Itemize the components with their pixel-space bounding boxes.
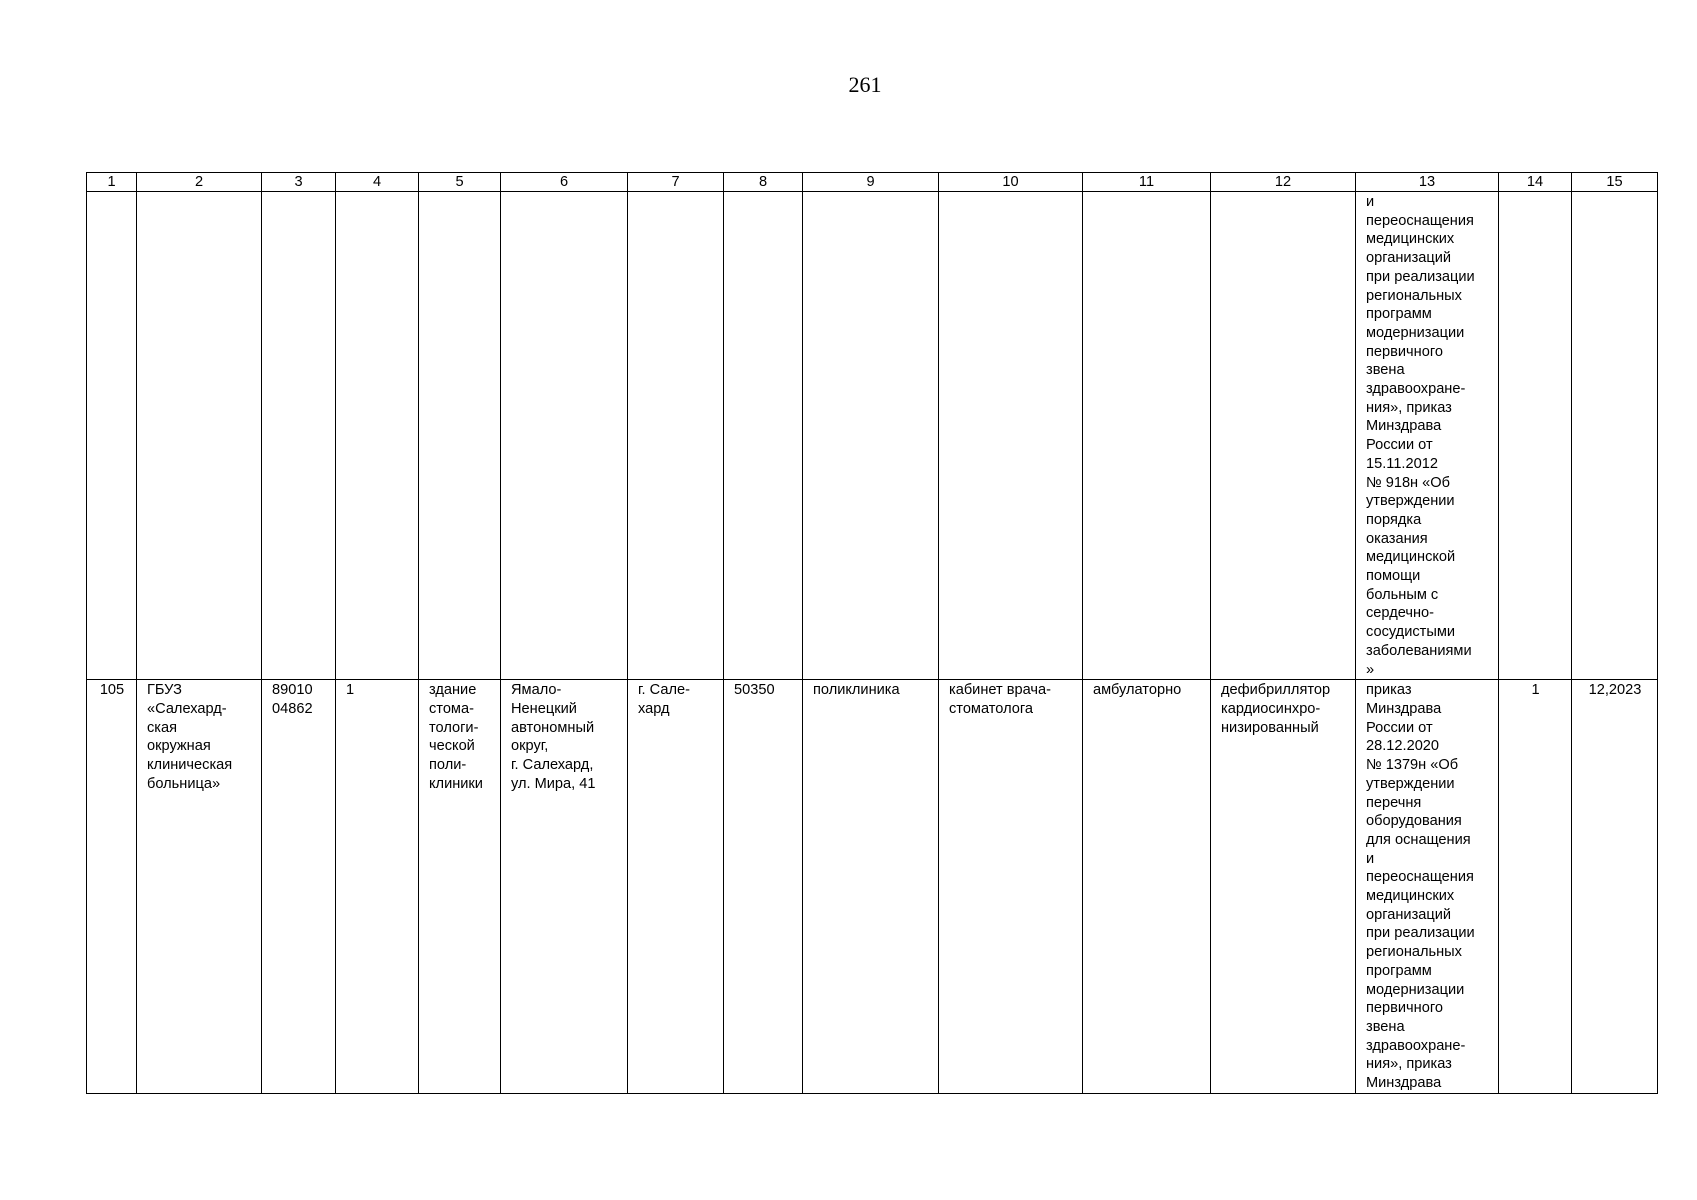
equipment-table bbox=[86, 172, 1658, 1094]
cell-empty bbox=[501, 192, 628, 680]
column-header-9: 9 bbox=[803, 173, 939, 192]
column-header-7: 7 bbox=[628, 173, 724, 192]
cell-inn: 89010 04862 bbox=[262, 680, 336, 1093]
cell-col4: 1 bbox=[336, 680, 419, 1093]
continuation-row bbox=[87, 192, 1658, 680]
cell-empty bbox=[939, 192, 1083, 680]
cell-equipment: дефибриллятор кардиосинхро- низированный bbox=[1211, 680, 1356, 1093]
cell-facility-type: поликлиника bbox=[803, 680, 939, 1093]
cell-code: 50350 bbox=[724, 680, 803, 1093]
cell-empty bbox=[87, 192, 137, 680]
header-row bbox=[87, 173, 1658, 192]
column-header-5: 5 bbox=[419, 173, 501, 192]
column-header-13: 13 bbox=[1356, 173, 1499, 192]
column-header-2: 2 bbox=[137, 173, 262, 192]
cell-empty bbox=[1083, 192, 1211, 680]
cell-legal-basis-continued bbox=[1356, 192, 1499, 680]
cell-address: Ямало- Ненецкий автономный округ, г. Салехард, ул. Мира, 41 bbox=[501, 680, 628, 1093]
cell-legal-basis: приказ Минздрава России от 28.12.2020 № 1379н «Об утверждении перечня оборудования для оснащения и переоснащения медицинских организаций при реализации региональных программ модернизации первичного звена здравоохране- ния», приказ Минздрава bbox=[1356, 680, 1499, 1093]
cell-empty bbox=[1499, 192, 1572, 680]
page-number: 261 bbox=[848, 72, 882, 97]
cell-building: здание стома- тологи- ческой поли- клиники bbox=[419, 680, 501, 1093]
cell-row-number: 105 bbox=[87, 680, 137, 1093]
cell-empty bbox=[724, 192, 803, 680]
column-header-10: 10 bbox=[939, 173, 1083, 192]
cell-empty bbox=[1211, 192, 1356, 680]
cell-quantity: 1 bbox=[1499, 680, 1572, 1093]
column-header-11: 11 bbox=[1083, 173, 1211, 192]
cell-empty bbox=[262, 192, 336, 680]
cell-room: кабинет врача- стоматолога bbox=[939, 680, 1083, 1093]
cell-organization: ГБУЗ «Салехард- ская окружная клиническая больница» bbox=[137, 680, 262, 1093]
legal-basis-continued-text: и переоснащения медицинских организаций при реализации региональных программ модернизации первичного звена здравоохране- ния», приказ Минздрава России от 15.11.2012 № 918н «Об утверждении порядка оказания медицинской помощи больным с сердечно- сосудистыми заболеваниями » bbox=[1366, 194, 1475, 678]
column-header-15: 15 bbox=[1572, 173, 1658, 192]
cell-empty bbox=[419, 192, 501, 680]
column-header-14: 14 bbox=[1499, 173, 1572, 192]
cell-empty bbox=[628, 192, 724, 680]
cell-empty bbox=[1572, 192, 1658, 680]
column-header-6: 6 bbox=[501, 173, 628, 192]
column-header-1: 1 bbox=[87, 173, 137, 192]
cell-city: г. Сале- хард bbox=[628, 680, 724, 1093]
cell-empty bbox=[137, 192, 262, 680]
cell-date: 12,2023 bbox=[1572, 680, 1658, 1093]
cell-empty bbox=[336, 192, 419, 680]
table-row bbox=[87, 680, 1658, 1093]
column-header-8: 8 bbox=[724, 173, 803, 192]
cell-empty bbox=[803, 192, 939, 680]
column-header-4: 4 bbox=[336, 173, 419, 192]
column-header-12: 12 bbox=[1211, 173, 1356, 192]
cell-care-mode: амбулаторно bbox=[1083, 680, 1211, 1093]
column-header-3: 3 bbox=[262, 173, 336, 192]
